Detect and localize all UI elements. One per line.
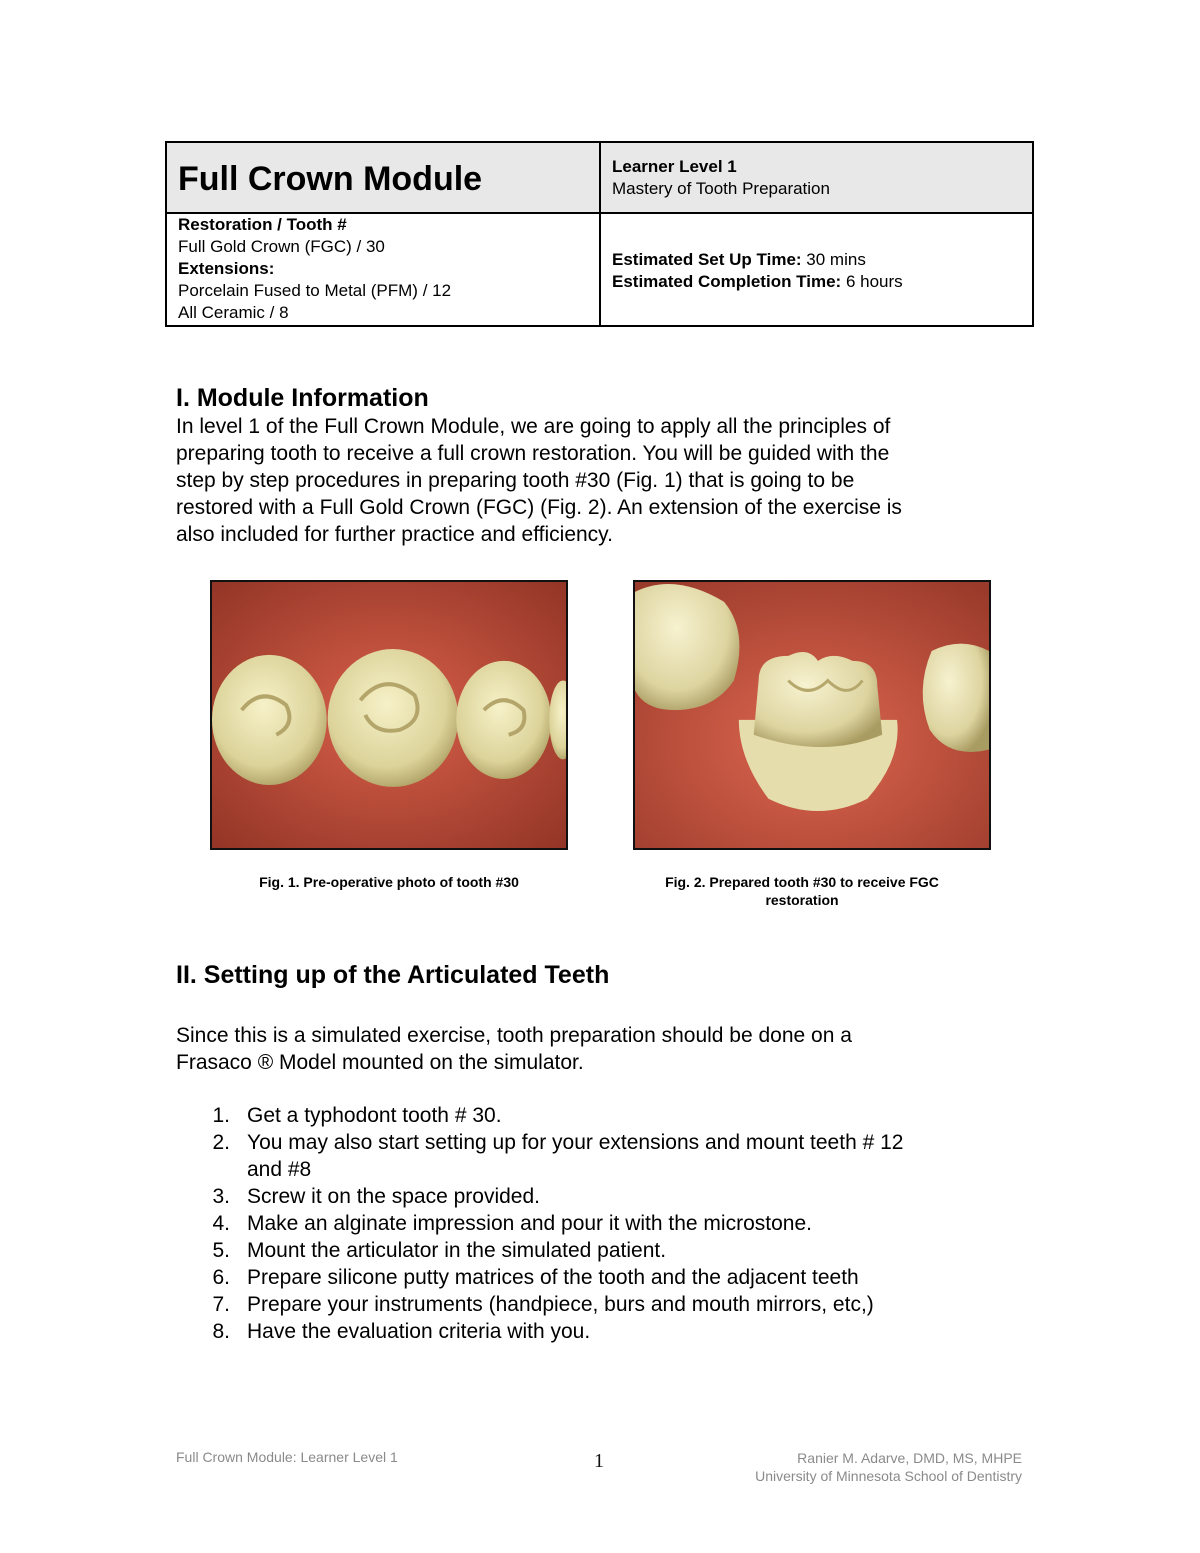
module-title: Full Crown Module	[178, 160, 483, 198]
setup-value: 30 mins	[801, 250, 866, 269]
list-item	[200, 1291, 1030, 1318]
list-item	[200, 1264, 1030, 1291]
step-text: Screw it on the space provided.	[247, 1185, 540, 1208]
step-number: 1.	[212, 1104, 230, 1127]
figure-2-photo	[633, 580, 991, 850]
time-cell	[601, 214, 1032, 325]
level-cell	[601, 143, 1032, 214]
restoration-cell	[167, 214, 601, 325]
step-number: 3.	[212, 1185, 230, 1208]
section-2-heading: II. Setting up of the Articulated Teeth	[176, 961, 610, 989]
extension-item: All Ceramic / 8	[178, 303, 289, 322]
restoration-label: Restoration / Tooth #	[178, 215, 347, 234]
section-1-paragraph	[176, 413, 1016, 548]
figure-2-caption-line: restoration	[765, 892, 839, 908]
list-item	[200, 1210, 1030, 1237]
step-number: 6.	[212, 1266, 230, 1289]
paragraph-line: In level 1 of the Full Crown Module, we are going to apply all the principles of	[176, 415, 891, 438]
extension-item: Porcelain Fused to Metal (PFM) / 12	[178, 281, 452, 300]
section-2-intro	[176, 1022, 1016, 1076]
step-number: 5.	[212, 1239, 230, 1262]
step-text: and #8	[247, 1158, 312, 1181]
setup-steps-list	[200, 1102, 1030, 1345]
step-text: Prepare silicone putty matrices of the tooth and the adjacent teeth	[247, 1266, 859, 1289]
step-number: 7.	[212, 1293, 230, 1316]
step-text: Mount the articulator in the simulated patient.	[247, 1239, 667, 1262]
module-header-table	[165, 141, 1034, 327]
footer-author-block	[755, 1449, 1022, 1485]
step-number: 2.	[212, 1131, 230, 1154]
list-item	[200, 1318, 1030, 1345]
footer-institution: University of Minnesota School of Dentistry	[755, 1468, 1022, 1484]
completion-label: Estimated Completion Time:	[612, 272, 842, 291]
extensions-label: Extensions:	[178, 259, 275, 278]
paragraph-line: restored with a Full Gold Crown (FGC) (Fig. 2). An extension of the exercise is	[176, 496, 902, 519]
completion-value: 6 hours	[841, 272, 903, 291]
list-item	[200, 1237, 1030, 1264]
paragraph-line: Frasaco ® Model mounted on the simulator.	[176, 1051, 584, 1074]
mastery-text: Mastery of Tooth Preparation	[612, 179, 830, 198]
step-number: 8.	[212, 1320, 230, 1343]
list-item	[200, 1129, 1030, 1183]
step-text: Make an alginate impression and pour it with the microstone.	[247, 1212, 812, 1235]
paragraph-line: also included for further practice and efficiency.	[176, 523, 613, 546]
figure-2-caption-line: Fig. 2. Prepared tooth #30 to receive FGC	[665, 874, 939, 890]
paragraph-line: step by step procedures in preparing tooth #30 (Fig. 1) that is going to be	[176, 469, 855, 492]
section-1-heading: I. Module Information	[176, 384, 429, 412]
title-cell	[167, 143, 601, 214]
step-number: 4.	[212, 1212, 230, 1235]
footer-author: Ranier M. Adarve, DMD, MS, MHPE	[797, 1450, 1022, 1466]
step-text: Prepare your instruments (handpiece, burs and mouth mirrors, etc,)	[247, 1293, 874, 1316]
setup-label: Estimated Set Up Time:	[612, 250, 802, 269]
restoration-value: Full Gold Crown (FGC) / 30	[178, 237, 385, 256]
footer-module-label: Full Crown Module: Learner Level 1	[176, 1449, 398, 1465]
figure-1-caption: Fig. 1. Pre-operative photo of tooth #30	[259, 874, 519, 890]
list-item	[200, 1183, 1030, 1210]
page-number: 1	[594, 1450, 604, 1472]
step-text: Get a typhodont tooth # 30.	[247, 1104, 502, 1127]
learner-level: Learner Level 1	[612, 157, 737, 176]
paragraph-line: preparing tooth to receive a full crown restoration. You will be guided with the	[176, 442, 890, 465]
figure-2-caption	[633, 873, 971, 909]
paragraph-line: Since this is a simulated exercise, tooth preparation should be done on a	[176, 1024, 852, 1047]
list-item	[200, 1102, 1030, 1129]
step-text: Have the evaluation criteria with you.	[247, 1320, 591, 1343]
figure-1-photo	[210, 580, 568, 850]
step-text: You may also start setting up for your extensions and mount teeth # 12	[247, 1131, 904, 1154]
